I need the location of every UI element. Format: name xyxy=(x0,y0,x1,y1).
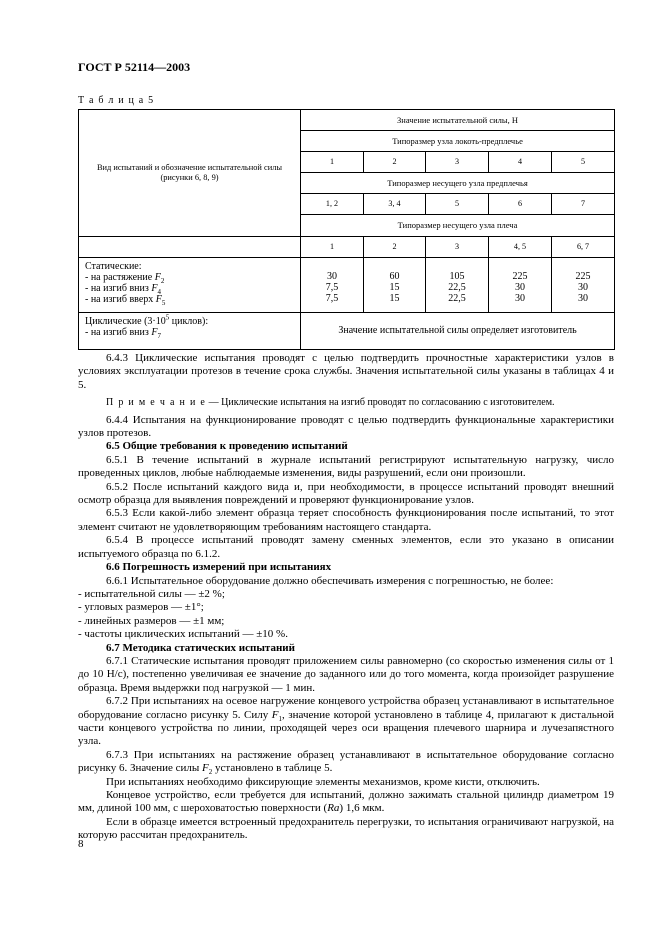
header-shoulder-size: Типоразмер несущего узла плеча xyxy=(301,215,615,237)
section-heading-6-5: 6.5 Общие требования к проведению испытаний xyxy=(106,440,348,453)
static-row-bend-up: - на изгиб вверх $F_5$ xyxy=(85,294,166,307)
elbow-size-cell: 3 xyxy=(426,152,489,173)
section-heading-6-6: 6.6 Погрешность измерений при испытаниях xyxy=(106,561,332,574)
cyclic-value-cell: Значение испытательной силы определяет изготовитель xyxy=(301,313,615,350)
list-item: - частоты циклических испытаний — ±10 %. xyxy=(78,628,288,641)
header-elbow-size: Типоразмер узла локоть-предплечье xyxy=(301,131,615,152)
paragraph-6-7-1: 6.7.1 Статические испытания проводят приложением силы равномерно (со скоростью изменения силы от 1 до 10 Н/с), постепенно увеличивая ее значение до заданного или до того момента, когда произойдет разрушение образца. Время выдержки под нагрузкой — 1 мин. xyxy=(78,654,614,694)
list-item: - угловых размеров — ±1°; xyxy=(78,601,204,614)
static-values-col-2: 60 15 15 xyxy=(364,258,426,313)
header-forearm-size: Типоразмер несущего узла предплечья xyxy=(301,173,615,194)
paragraph-6-4-3: 6.4.3 Циклические испытания проводят с целью подтвердить прочностные характеристики узлов в условиях эксплуатации протезов в течение срока службы. Значения испытательной силы указаны в таблицах 4 и 5. xyxy=(78,352,614,391)
paragraph-end-device: Концевое устройство, если требуется для испытаний, должно зажимать стальной цилиндр диаметром 19 мм, длиной 100 мм, с шероховатостью поверхности (Ra) 1,6 мкм. xyxy=(78,789,614,815)
paragraph-6-7-3-note: При испытаниях необходимо фиксирующие элементы механизмов, кроме кисти, отключить. xyxy=(106,775,540,788)
row-header-cell: Вид испытаний и обозначение испытательной силы (рисунки 6, 8, 9) xyxy=(79,110,301,237)
cyclic-tests-cell xyxy=(79,313,301,350)
paragraph-6-5-4: 6.5.4 В процессе испытаний проводят замену сменных элементов, если это указано в описании испытуемого образца по 6.1.2. xyxy=(78,534,614,560)
section-heading-6-7: 6.7 Методика статических испытаний xyxy=(106,641,295,654)
shoulder-size-cell: 4, 5 xyxy=(489,237,552,258)
shoulder-size-cell: 2 xyxy=(364,237,426,258)
list-item: - испытательной силы — ±2 %; xyxy=(78,587,225,600)
static-title: Статические: xyxy=(85,261,142,272)
header-force: Значение испытательной силы, Н xyxy=(301,110,615,131)
empty-cell xyxy=(79,237,301,258)
static-values-col-1: 30 7,5 7,5 xyxy=(301,258,364,313)
forearm-size-cell: 5 xyxy=(426,194,489,215)
paragraph-6-4-4: 6.4.4 Испытания на функционирование проводят с целью подтвердить функциональные характеристики узлов протезов. xyxy=(78,413,614,440)
paragraph-6-5-3: 6.5.3 Если какой-либо элемент образца теряет способность функционирования после испытаний, то этот элемент считают не удовлетворяющим требованиям настоящего стандарта. xyxy=(78,507,614,533)
static-row-bend-down: - на изгиб вниз $F_4$ xyxy=(85,283,161,296)
note: П р и м е ч а н и е — Циклические испытания на изгиб проводят по согласованию с изготовителем. xyxy=(106,397,555,409)
standard-header: ГОСТ Р 52114—2003 xyxy=(78,60,191,74)
paragraph-6-7-3: 6.7.3 При испытаниях на растяжение образец устанавливают в испытательное оборудование согласно рисунку 6. Значение силы $F_2$ установлено в таблице 5. xyxy=(78,748,614,777)
paragraph-6-6-1: 6.6.1 Испытательное оборудование должно обеспечивать измерения с погрешностью, не более: xyxy=(106,574,554,587)
forearm-size-cell: 7 xyxy=(552,194,615,215)
forearm-size-cell: 3, 4 xyxy=(364,194,426,215)
paragraph-6-5-2: 6.5.2 После испытаний каждого вида и, при необходимости, в процессе испытаний проводят внешний осмотр образца для выявления повреждений и проверяют функционирование узлов. xyxy=(78,480,614,507)
forearm-size-cell: 1, 2 xyxy=(301,194,364,215)
test-force-table xyxy=(78,109,615,350)
forearm-size-cell: 6 xyxy=(489,194,552,215)
cyclic-title: Циклические ($3\cdot 10^5$ циклов): xyxy=(85,313,209,327)
page-number: 8 xyxy=(78,838,84,850)
list-item: - линейных размеров — ±1 мм; xyxy=(78,614,225,627)
paragraph-overload: Если в образце имеется встроенный предохранитель перегрузки, то испытания ограничивают нагрузкой, на которую рассчитан предохранитель. xyxy=(78,815,614,842)
static-values-col-4: 225 30 30 xyxy=(489,258,552,313)
static-row-tension: - на растяжение $F_2$ xyxy=(85,272,165,285)
elbow-size-cell: 2 xyxy=(364,152,426,173)
paragraph-6-5-1: 6.5.1 В течение испытаний в журнале испытаний регистрируют испытательную нагрузку, число проведенных циклов, любые наблюдаемые изменения, виды разрушений, если они произошли. xyxy=(78,453,614,480)
elbow-size-cell: 1 xyxy=(301,152,364,173)
shoulder-size-cell: 6, 7 xyxy=(552,237,615,258)
static-tests-cell xyxy=(79,258,301,313)
table-caption: Т а б л и ц а 5 xyxy=(78,95,155,106)
static-values-col-3: 105 22,5 22,5 xyxy=(426,258,489,313)
elbow-size-cell: 5 xyxy=(552,152,615,173)
static-values-col-5: 225 30 30 xyxy=(552,258,615,313)
cyclic-row-bend-down: - на изгиб вниз $F_7$ xyxy=(85,327,161,340)
paragraph-6-7-2: 6.7.2 При испытаниях на осевое нагружение концевого устройства образец устанавливают в испытательное оборудование согласно рисунку 5. Силу $F_1$, значение которой установлено в таблице 4, прилагают к дистальной части концевого устройства по линии, проходящей через оси вращения плечевого шарнира и лучезапястного узла. xyxy=(78,695,614,748)
shoulder-size-cell: 1 xyxy=(301,237,364,258)
elbow-size-cell: 4 xyxy=(489,152,552,173)
document-body xyxy=(78,352,614,843)
shoulder-size-cell: 3 xyxy=(426,237,489,258)
